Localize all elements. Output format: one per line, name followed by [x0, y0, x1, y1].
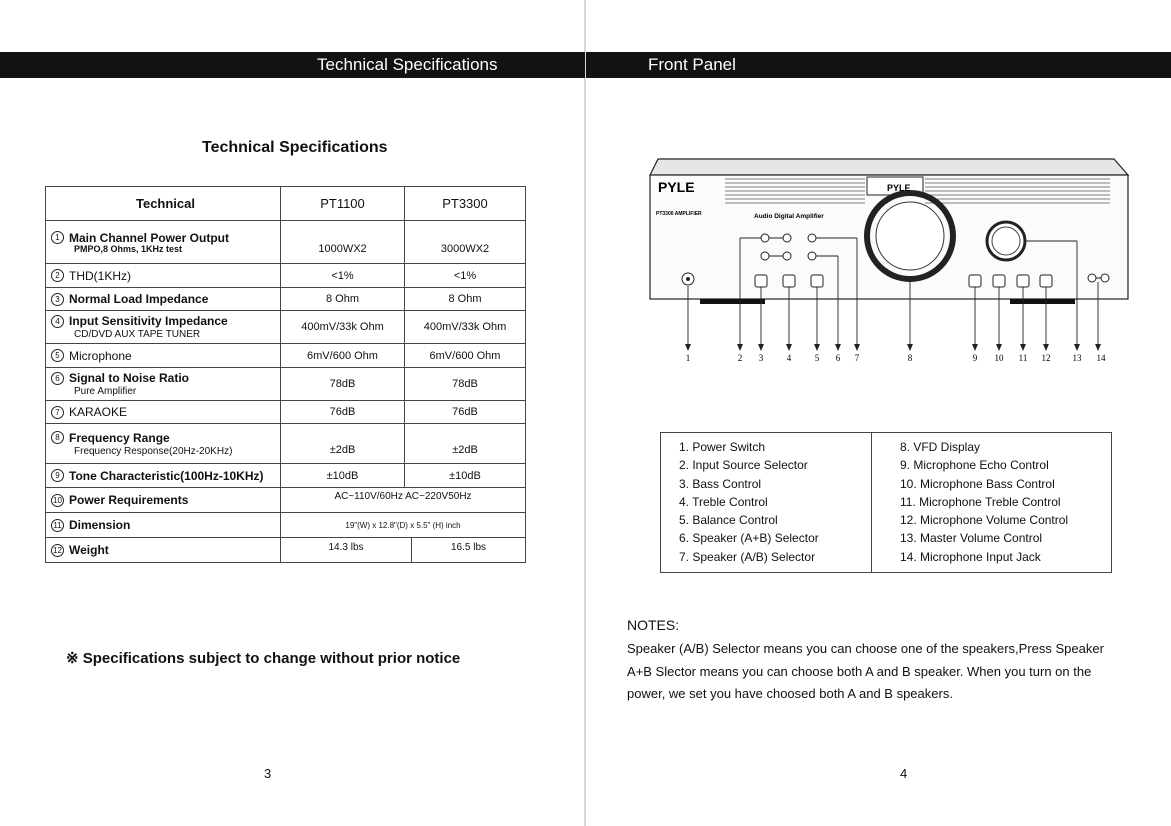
spec-row: [46, 368, 526, 401]
spec-value: 8 Ohm: [405, 288, 526, 311]
spec-row-label: [46, 264, 281, 288]
spec-row: [46, 288, 526, 311]
item-number-badge: 6: [51, 372, 64, 385]
spec-value: <1%: [405, 264, 526, 288]
spec-value: 8 Ohm: [281, 288, 405, 311]
legend-item: 4. Treble Control: [679, 494, 768, 509]
legend-item: 5. Balance Control: [679, 513, 778, 528]
legend-item: 9. Microphone Echo Control: [900, 458, 1049, 473]
spec-notice: ※ Specifications subject to change without prior notice: [66, 650, 461, 667]
spec-label: Main Channel Power Output: [69, 230, 230, 245]
spec-value: 78dB: [405, 368, 526, 401]
spec-value: 16.5 lbs: [450, 542, 487, 553]
spec-value: 78dB: [281, 368, 405, 401]
legend-column-left: [661, 433, 872, 573]
item-number-badge: 12: [51, 544, 64, 557]
left-header-title: Technical Specifications: [317, 55, 498, 74]
spec-value: 400mV/33k Ohm: [405, 311, 526, 344]
callout-number: 8: [907, 353, 913, 363]
item-number-badge: 10: [51, 494, 64, 507]
amplifier-front-panel-diagram: [640, 155, 1140, 370]
spec-row-label: [46, 221, 281, 264]
item-number-badge: 1: [51, 231, 64, 244]
spec-label: THD(1KHz): [69, 268, 131, 283]
amp-brand-center: PYLE: [887, 183, 911, 193]
spec-sublabel: Frequency Response(20Hz-20KHz): [74, 445, 233, 457]
spec-label: Signal to Noise Ratio: [69, 371, 190, 385]
spec-row-label: [46, 513, 281, 538]
callout-number: 5: [814, 353, 820, 363]
spec-value: ±2dB: [281, 424, 405, 464]
spec-row: [46, 311, 526, 344]
spec-label: Input Sensitivity Impedance: [69, 314, 228, 328]
spec-row: [46, 344, 526, 368]
notes-body: [627, 638, 1147, 706]
notes-line: power, we set you have choosed both A and B speakers.: [627, 686, 953, 701]
spec-value: ±10dB: [405, 464, 526, 488]
spec-label: Weight: [69, 543, 109, 557]
spec-row: [46, 513, 526, 538]
spec-sublabel: PMPO,8 Ohms, 1KHz test: [74, 243, 183, 254]
spec-title: Technical Specifications: [202, 139, 388, 156]
right-header-title: Front Panel: [648, 55, 736, 74]
item-number-badge: 2: [51, 269, 64, 282]
spec-value: ±2dB: [405, 424, 526, 464]
amp-foot: [1010, 299, 1075, 304]
book-spine: [584, 0, 586, 826]
spec-row: [46, 538, 526, 563]
legend-item: 12. Microphone Volume Control: [900, 513, 1069, 528]
spec-value: 19"(W) x 12.8"(D) x 5.5" (H) inch: [281, 513, 526, 538]
spec-row: [46, 464, 526, 488]
spec-row-label: [46, 401, 281, 424]
callout-number: 3: [758, 353, 764, 363]
spec-value: 400mV/33k Ohm: [281, 311, 405, 344]
item-number-badge: 8: [51, 431, 64, 444]
item-number-badge: 4: [51, 315, 64, 328]
amp-panel-title: Audio Digital Amplifier: [754, 213, 824, 220]
callout-number: 13: [1072, 353, 1082, 363]
spec-value: 76dB: [281, 401, 405, 424]
spec-value: 1000WX2: [281, 221, 405, 264]
spec-table: [45, 186, 526, 563]
callout-arrows: [685, 344, 1101, 351]
item-number-badge: 7: [51, 406, 64, 419]
spec-value-pair: [281, 538, 526, 563]
legend-item: 1. Power Switch: [679, 440, 766, 454]
callout-number: 6: [835, 353, 841, 363]
legend-item: 14. Microphone Input Jack: [900, 549, 1041, 564]
callout-number: 11: [1018, 353, 1028, 363]
notes-line: A+B Slector means you can choose both A and B speaker. When you turn on the: [627, 663, 1092, 679]
item-number-badge: 5: [51, 349, 64, 362]
legend-item: 11. Microphone Treble Control: [900, 494, 1061, 509]
callout-number: 4: [786, 353, 792, 363]
front-panel-legend: [660, 432, 1112, 573]
legend-item: 13. Master Volume Control: [900, 531, 1043, 546]
legend-item: 7. Speaker (A/B) Selector: [679, 549, 816, 564]
legend-item: 6. Speaker (A+B) Selector: [679, 531, 819, 546]
spec-row-label: [46, 368, 281, 401]
spec-label: Microphone: [69, 348, 132, 363]
spec-value: 6mV/600 Ohm: [281, 344, 405, 368]
spec-value: 3000WX2: [405, 221, 526, 264]
callout-number: 10: [994, 353, 1004, 363]
spec-row-label: [46, 344, 281, 368]
spec-label: Tone Characteristic(100Hz-10KHz): [69, 468, 264, 483]
spec-row-label: [46, 311, 281, 344]
spec-row-label: [46, 288, 281, 311]
spec-value: <1%: [281, 264, 405, 288]
spec-sublabel: CD/DVD AUX TAPE TUNER: [74, 329, 201, 340]
spec-col-header: PT3300: [405, 187, 526, 221]
spec-label: Power Requirements: [69, 493, 189, 507]
spec-row: [46, 221, 526, 264]
vfd-window: [876, 202, 944, 270]
amp-model-label: PT3300 AMPLIFIER: [656, 211, 702, 217]
amp-brand-logo: PYLE: [658, 179, 695, 195]
spec-row: [46, 401, 526, 424]
spec-row: [46, 264, 526, 288]
spec-row-label: [46, 424, 281, 464]
spec-row: [46, 424, 526, 464]
item-number-badge: 11: [51, 519, 64, 532]
spec-header-row: [46, 187, 526, 221]
callout-number: 7: [854, 353, 860, 363]
spec-row-label: [46, 538, 281, 563]
legend-item: 2. Input Source Selector: [679, 458, 808, 473]
spec-label: Normal Load Impedance: [69, 292, 209, 306]
callout-number: 9: [972, 353, 978, 363]
spec-label: KARAOKE: [69, 405, 128, 419]
spec-value: 76dB: [405, 401, 526, 424]
callout-number: 12: [1041, 353, 1051, 363]
callout-number: 14: [1096, 353, 1106, 363]
spec-value: ±10dB: [281, 464, 405, 488]
spec-sublabel: Pure Amplifier: [74, 386, 137, 397]
spec-value: AC~110V/60Hz AC~220V50Hz: [281, 488, 526, 513]
legend-item: 8. VFD Display: [900, 440, 981, 454]
spec-row-label: [46, 464, 281, 488]
item-number-badge: 3: [51, 293, 64, 306]
right-header-bar: [586, 52, 1171, 78]
notes-line: Speaker (A/B) Selector means you can choose one of the speakers,Press Speaker: [627, 641, 1104, 656]
page-number-right: 4: [900, 766, 908, 781]
spec-row-label: [46, 488, 281, 513]
callout-number: 1: [685, 353, 691, 363]
callout-numbers: [686, 353, 1106, 363]
legend-item: 3. Bass Control: [679, 476, 762, 491]
spec-label: Dimension: [69, 518, 131, 532]
spec-label: Frequency Range: [69, 430, 170, 445]
item-number-badge: 9: [51, 469, 64, 482]
legend-column-right: [872, 433, 1112, 573]
spec-value: 6mV/600 Ohm: [405, 344, 526, 368]
spec-value: 14.3 lbs: [281, 538, 412, 562]
left-header-bar: [0, 52, 585, 78]
amp-foot: [700, 299, 765, 304]
amp-top-face: [650, 159, 1128, 175]
legend-item: 10. Microphone Bass Control: [900, 476, 1055, 491]
notes-heading: NOTES:: [627, 617, 680, 633]
spec-col-header: Technical: [46, 187, 281, 221]
callout-number: 2: [737, 353, 743, 363]
page-number-left: 3: [264, 766, 272, 781]
spec-row: [46, 488, 526, 513]
spec-col-header: PT1100: [281, 187, 405, 221]
